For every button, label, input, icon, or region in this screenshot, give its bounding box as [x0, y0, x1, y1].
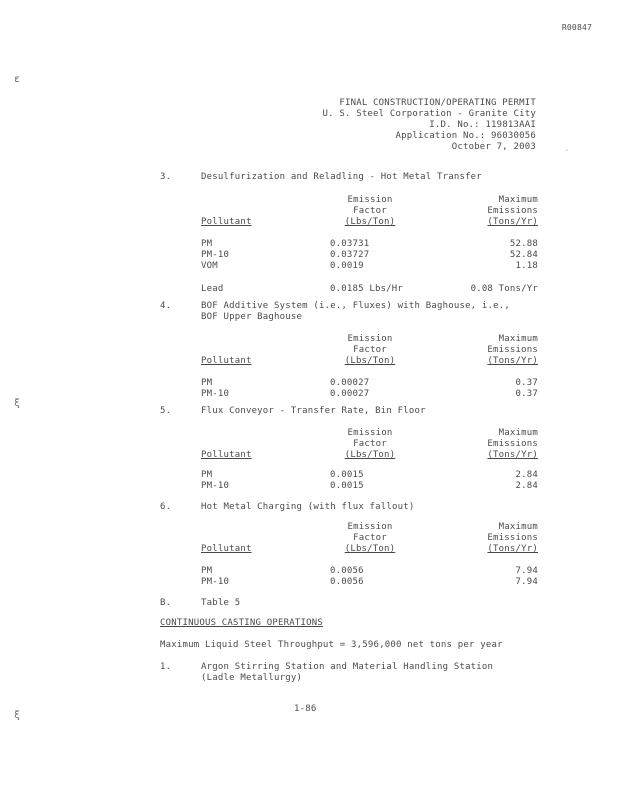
header-line: FINAL CONSTRUCTION/OPERATING PERMIT — [339, 98, 536, 108]
scan-mark: · — [565, 147, 569, 154]
table-cell: VOM — [201, 261, 218, 271]
page-number: 1-86 — [294, 704, 317, 714]
col-header-max-line: (Tons/Yr) — [487, 356, 538, 366]
section-number: B. — [160, 598, 172, 608]
section-heading: CONTINUOUS CASTING OPERATIONS — [160, 618, 323, 628]
scan-mark: ξ — [14, 398, 21, 409]
section-label: Table 5 — [201, 598, 241, 608]
item-title: BOF Additive System (i.e., Fluxes) with Baghouse, i.e., — [201, 301, 511, 311]
table-cell: PM — [201, 470, 213, 480]
table-cell: 0.03731 — [330, 239, 370, 249]
col-header-factor-line: Emission — [347, 334, 393, 344]
col-header-max-line: (Tons/Yr) — [487, 544, 538, 554]
scan-mark: ξ — [14, 710, 21, 721]
col-header-max — [458, 522, 538, 555]
table-cell: 0.0019 — [330, 261, 364, 271]
col-header-factor-line: Emission — [347, 522, 393, 532]
header-line: October 7, 2003 — [451, 142, 536, 152]
table-cell: 0.37 — [515, 378, 538, 388]
table-cell: 0.37 — [515, 389, 538, 399]
item-number: 3. — [160, 172, 172, 182]
col-header-max — [458, 334, 538, 367]
table-cell: 52.88 — [509, 239, 538, 249]
table-cell: PM-10 — [201, 389, 230, 399]
item-number: 6. — [160, 502, 172, 512]
document-id: R00847 — [561, 23, 592, 32]
table-cell: PM — [201, 239, 213, 249]
col-header-pollutant: Pollutant — [201, 544, 252, 554]
table-cell: 0.03727 — [330, 250, 370, 260]
table-cell: 0.0056 — [330, 577, 364, 587]
table-cell: 0.00027 — [330, 378, 370, 388]
table-cell: 0.0185 Lbs/Hr — [330, 284, 404, 294]
table-cell: PM — [201, 378, 213, 388]
table-cell: 1.18 — [515, 261, 538, 271]
table-cell: 0.08 Tons/Yr — [470, 284, 538, 294]
item-number: 4. — [160, 301, 172, 311]
col-header-max — [458, 428, 538, 461]
table-cell: 7.94 — [515, 577, 538, 587]
col-header-max-line: Emissions — [487, 533, 538, 543]
header-line: Application No.: 96030056 — [395, 131, 536, 141]
col-header-max-line: Maximum — [498, 334, 538, 344]
col-header-max — [458, 195, 538, 228]
table-cell: PM-10 — [201, 481, 230, 491]
item-title: Hot Metal Charging (with flux fallout) — [201, 502, 415, 512]
table-cell: PM-10 — [201, 250, 230, 260]
table-cell: 7.94 — [515, 566, 538, 576]
table-cell: PM — [201, 566, 213, 576]
item-title: Desulfurization and Reladling - Hot Metal Transfer — [201, 172, 482, 182]
col-header-factor-line: Emission — [347, 428, 393, 438]
item-title: BOF Upper Baghouse — [201, 312, 303, 322]
col-header-factor — [330, 522, 410, 555]
col-header-factor-line: (Lbs/Ton) — [344, 544, 396, 554]
col-header-max-line: (Tons/Yr) — [487, 450, 538, 460]
item-title: Flux Conveyor - Transfer Rate, Bin Floor — [201, 406, 426, 416]
header-block — [236, 98, 536, 153]
table-cell: 0.0015 — [330, 470, 364, 480]
col-header-factor-line: Factor — [353, 345, 387, 355]
col-header-max-line: Emissions — [487, 345, 538, 355]
item-title: Argon Stirring Station and Material Handling Station — [201, 662, 494, 672]
col-header-max-line: Maximum — [498, 195, 538, 205]
table-cell: PM-10 — [201, 577, 230, 587]
table-cell: 52.84 — [509, 250, 538, 260]
col-header-pollutant: Pollutant — [201, 450, 252, 460]
col-header-max-line: Emissions — [487, 439, 538, 449]
col-header-factor-line: Factor — [353, 533, 387, 543]
col-header-pollutant: Pollutant — [201, 217, 252, 227]
header-line: U. S. Steel Corporation - Granite City — [322, 109, 536, 119]
col-header-factor-line: (Lbs/Ton) — [344, 356, 396, 366]
scan-mark: ε — [14, 74, 21, 85]
col-header-factor-line: (Lbs/Ton) — [344, 450, 396, 460]
item-number: 5. — [160, 406, 172, 416]
col-header-factor-line: Emission — [347, 195, 393, 205]
col-header-factor — [330, 428, 410, 461]
table-cell: 2.84 — [515, 481, 538, 491]
col-header-max-line: (Tons/Yr) — [487, 217, 538, 227]
throughput-text: Maximum Liquid Steel Throughput = 3,596,000 net tons per year — [160, 640, 503, 650]
col-header-max-line: Emissions — [487, 206, 538, 216]
table-cell: 0.00027 — [330, 389, 370, 399]
col-header-factor — [330, 334, 410, 367]
table-cell: 2.84 — [515, 470, 538, 480]
col-header-pollutant: Pollutant — [201, 356, 252, 366]
col-header-factor-line: (Lbs/Ton) — [344, 217, 396, 227]
col-header-max-line: Maximum — [498, 428, 538, 438]
table-cell: 0.0056 — [330, 566, 364, 576]
col-header-max-line: Maximum — [498, 522, 538, 532]
table-cell: 0.0015 — [330, 481, 364, 491]
col-header-factor-line: Factor — [353, 206, 387, 216]
header-line: I.D. No.: 119813AAI — [429, 120, 536, 130]
col-header-factor — [330, 195, 410, 228]
item-title: (Ladle Metallurgy) — [201, 673, 303, 683]
col-header-factor-line: Factor — [353, 439, 387, 449]
table-cell: Lead — [201, 284, 224, 294]
item-number: 1. — [160, 662, 172, 672]
